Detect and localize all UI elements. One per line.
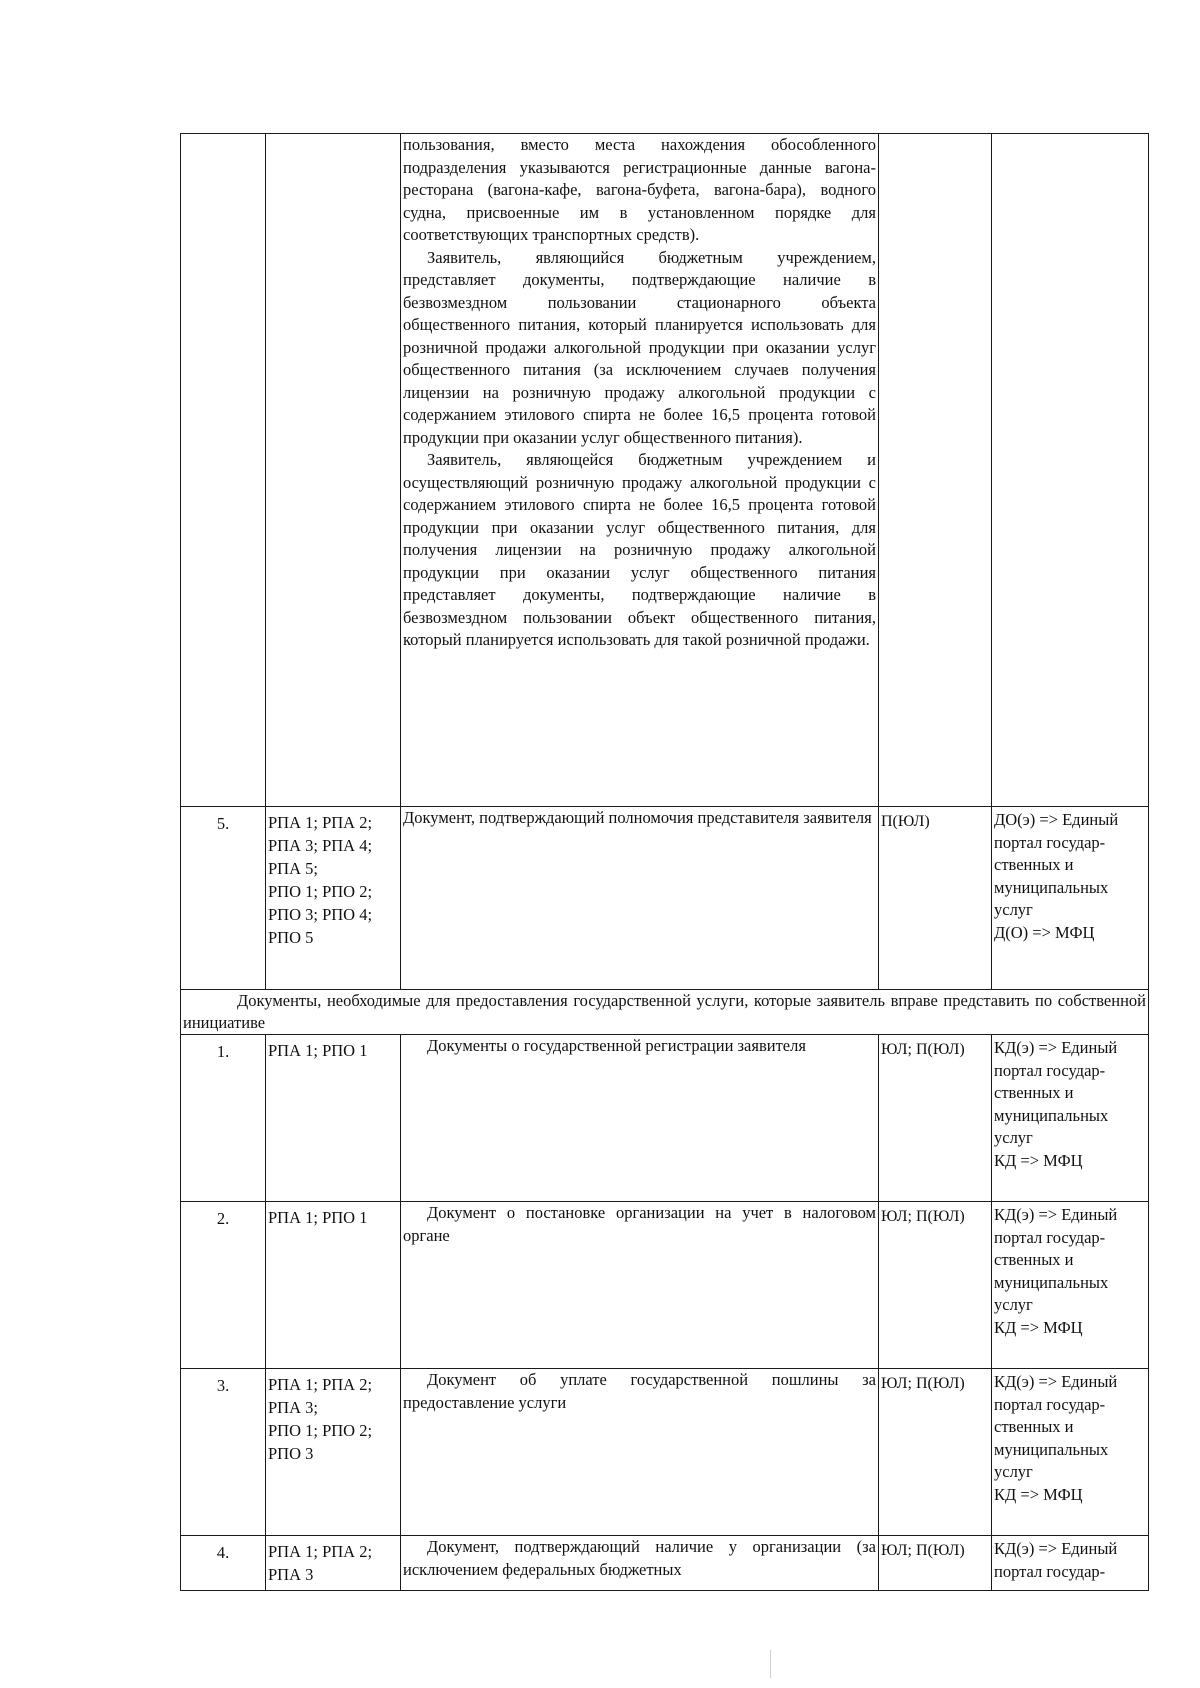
code-line: РПО 5 bbox=[268, 928, 314, 947]
code-line: РПА 1; РПО 1 bbox=[268, 1041, 368, 1060]
cell-methods bbox=[992, 134, 1149, 807]
method-line: КД => МФЦ bbox=[994, 1150, 1083, 1170]
table-row bbox=[181, 1035, 1149, 1202]
description-text: Документы о государственной регистрации заявителя bbox=[427, 1036, 806, 1055]
row-methods bbox=[992, 1035, 1149, 1202]
section-header-row bbox=[181, 990, 1149, 1035]
code-line: РПО 1; РПО 2; bbox=[268, 882, 373, 901]
table-row bbox=[181, 1202, 1149, 1369]
code-line: РПА 5; bbox=[268, 859, 318, 878]
code-line: РПА 3; РПА 4; bbox=[268, 836, 373, 855]
row-subjects: ЮЛ; П(ЮЛ) bbox=[879, 1202, 992, 1369]
method-line: Д(О) => МФЦ bbox=[994, 922, 1095, 942]
row-number: 2. bbox=[181, 1202, 266, 1369]
code-line: РПА 1; РПА 2; bbox=[268, 1375, 373, 1394]
row-methods bbox=[992, 1369, 1149, 1536]
paragraph: Заявитель, являющийся бюджетным учреждением, представляет документы, подтверждающие наличие в безвозмездном пользовании стационарного объекта общественного питания, который планируется использовать для розничной продажи алкогольной продукции при оказании услуг общественного питания (за исключением случаев получения лицензии на розничную продажу алкогольной продукции с содержанием этилового спирта не более 16,5 процента готовой продукции при оказании услуг общественного питания). bbox=[403, 247, 876, 447]
description-text: Документ о постановке организации на учет в налоговом органе bbox=[403, 1203, 876, 1245]
table-row bbox=[181, 1536, 1149, 1591]
paragraph: пользования, вместо места нахождения обособленного подразделения указываются регистрационные данные вагона-ресторана (вагона-кафе, вагона-буфета, вагона-бара), водного судна, присвоенные им в установленном порядке для соответствующих транспортных средств). bbox=[403, 135, 876, 244]
row-codes bbox=[266, 807, 401, 990]
row-methods bbox=[992, 807, 1149, 990]
row-methods bbox=[992, 1202, 1149, 1369]
table-row-continuation bbox=[181, 134, 1149, 807]
row-description bbox=[401, 1035, 879, 1202]
row-subjects: ЮЛ; П(ЮЛ) bbox=[879, 1035, 992, 1202]
paragraph: Заявитель, являющейся бюджетным учреждением и осуществляющий розничную продажу алкогольной продукции с содержанием этилового спирта не более 16,5 процента готовой продукции при оказании услуг общественного питания, для получения лицензии на розничную продажу алкогольной продукции при оказании услуг общественного питания представляет документы, подтверждающие наличие в безвозмездном пользовании объект общественного питания, который планируется использовать для такой розничной продажи. bbox=[403, 450, 876, 649]
code-line: РПА 1; РПА 2; bbox=[268, 1542, 373, 1561]
row-number: 3. bbox=[181, 1369, 266, 1536]
table-row bbox=[181, 1369, 1149, 1536]
table-row bbox=[181, 807, 1149, 990]
method-line: ДО(э) => Единый портал государ-ственных и муниципальных услуг bbox=[994, 810, 1119, 919]
method-line: КД(э) => Единый портал государ-ственных и муниципальных услуг bbox=[994, 1372, 1118, 1481]
row-subjects: ЮЛ; П(ЮЛ) bbox=[879, 1369, 992, 1536]
code-line: РПА 3; bbox=[268, 1398, 318, 1417]
description-text: Документ, подтверждающий полномочия представителя заявителя bbox=[403, 808, 872, 827]
method-line: КД(э) => Единый портал государ-ственных и муниципальных услуг bbox=[994, 1205, 1118, 1314]
method-line: КД => МФЦ bbox=[994, 1317, 1083, 1337]
row-description bbox=[401, 807, 879, 990]
row-description bbox=[401, 1369, 879, 1536]
row-codes bbox=[266, 1536, 401, 1591]
row-subjects: П(ЮЛ) bbox=[879, 807, 992, 990]
row-codes bbox=[266, 1369, 401, 1536]
row-description bbox=[401, 1536, 879, 1591]
documents-table bbox=[180, 133, 1149, 1591]
row-number: 1. bbox=[181, 1035, 266, 1202]
method-line: КД(э) => Единый портал государ- bbox=[994, 1539, 1118, 1581]
description-text: Документ об уплате государственной пошлины за предоставление услуги bbox=[403, 1370, 876, 1412]
row-codes bbox=[266, 1202, 401, 1369]
code-line: РПО 1; РПО 2; bbox=[268, 1421, 373, 1440]
cell-codes bbox=[266, 134, 401, 807]
row-number: 4. bbox=[181, 1536, 266, 1591]
row-methods bbox=[992, 1536, 1149, 1591]
cell-description bbox=[401, 134, 879, 807]
method-line: КД => МФЦ bbox=[994, 1484, 1083, 1504]
cell-number bbox=[181, 134, 266, 807]
cell-subjects bbox=[879, 134, 992, 807]
row-number: 5. bbox=[181, 807, 266, 990]
method-line: КД(э) => Единый портал государ-ственных и муниципальных услуг bbox=[994, 1038, 1118, 1147]
code-line: РПА 3 bbox=[268, 1565, 314, 1584]
code-line: РПА 1; РПА 2; bbox=[268, 813, 373, 832]
row-description bbox=[401, 1202, 879, 1369]
code-line: РПА 1; РПО 1 bbox=[268, 1208, 368, 1227]
scan-artifact bbox=[770, 1650, 771, 1678]
code-line: РПО 3 bbox=[268, 1444, 314, 1463]
description-text: Документ, подтверждающий наличие у организации (за исключением федеральных бюджетных bbox=[403, 1537, 876, 1579]
row-codes bbox=[266, 1035, 401, 1202]
section-header: Документы, необходимые для предоставления государственной услуги, которые заявитель вправе представить по собственной инициативе bbox=[181, 990, 1149, 1035]
code-line: РПО 3; РПО 4; bbox=[268, 905, 373, 924]
row-subjects: ЮЛ; П(ЮЛ) bbox=[879, 1536, 992, 1591]
